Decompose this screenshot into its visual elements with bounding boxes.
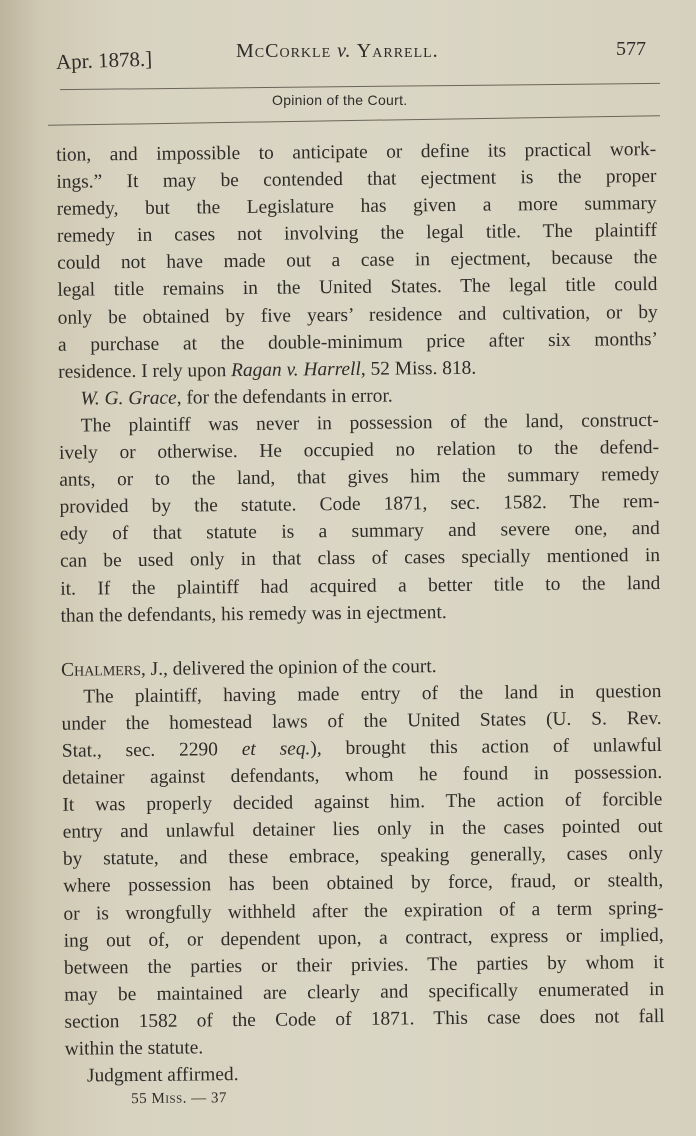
text-line: a purchase at the double-minimum price after six months’	[57, 328, 659, 356]
section-heading: Opinion of the Court.	[272, 92, 408, 108]
judgment-line: Judgment affirmed.	[86, 1064, 239, 1087]
running-head	[0, 36, 696, 72]
text-line: legal title remains in the United States. The legal title could	[57, 274, 658, 302]
case-citation: Ragan v. Harrell	[230, 358, 361, 381]
text-line: by statute, and these embrace, speaking generally, cases only	[62, 843, 663, 871]
volume-number: 55	[131, 1091, 148, 1108]
text-line: where possession has been obtained by force, fraud, or stealth,	[63, 870, 664, 898]
text-line: could not have made out a case in ejectment, because the	[57, 247, 658, 275]
text-line: entry and unlawful detainer lies only in the cases pointed out	[62, 816, 663, 843]
text-line: within the statute.	[64, 1037, 204, 1060]
signature-number: — 37	[191, 1090, 228, 1107]
text-line: tion, and impossible to anticipate or define its practical work-	[56, 138, 657, 166]
page-number: 577	[616, 38, 646, 60]
case-name-part2: Yarrell.	[356, 40, 439, 62]
opinion-intro-text: , delivered the opinion of the court.	[162, 655, 437, 680]
text-line: between the parties or their privies. The parties by whom it	[63, 951, 665, 979]
defense-block	[59, 407, 661, 629]
case-name-part1: McCorkle	[236, 40, 332, 62]
text-line: only be obtained by five years’ residence and cultivation, or by	[57, 301, 658, 329]
text-line: ing out of, or dependent upon, a contract, express or implied,	[63, 924, 664, 952]
date-header: Apr. 1878.]	[55, 46, 153, 74]
text-line: provided by the statute. Code 1871, sec. 1582. The rem-	[59, 491, 660, 518]
judge-name: Chalmers, J.	[60, 658, 164, 681]
text-line: ants, or to the land, that gives him the summary remedy	[59, 464, 660, 491]
reporter-abbrev: Miss.	[151, 1090, 188, 1108]
opinion-block	[61, 651, 665, 1090]
text-line: It was properly decided against him. The action of forcible	[62, 789, 663, 816]
text-line: may be maintained are clearly and specifically enumerated in	[64, 978, 665, 1006]
text-line: ively or otherwise. He occupied no relation to the defend-	[58, 437, 660, 464]
text-line: it. If the plaintiff had acquired a better title to the land	[60, 572, 661, 600]
header-rule-top	[60, 83, 660, 90]
text-line: remedy in cases not involving the legal title. The plaintiff	[56, 220, 658, 248]
statute-cite-after: ), brought this action of unlawful	[310, 734, 662, 760]
statute-cite-italic: et seq.	[241, 738, 311, 760]
text-line: or is wrongfully withheld after the expiration of a term spring-	[63, 897, 664, 925]
statute-cite-before: Stat., sec. 2290	[61, 738, 242, 762]
text-line: section 1582 of the Code of 1871. This case does not fall	[64, 1005, 665, 1033]
case-name-versus: v.	[337, 40, 352, 62]
body-text	[56, 136, 665, 1110]
text-line: detainer against defendants, whom he found in possession.	[62, 762, 663, 789]
argument-block	[56, 136, 658, 386]
case-title	[236, 40, 439, 63]
text-line: The plaintiff was never in possession of the land, construct-	[80, 409, 659, 437]
counsel-role: , for the defendants in error.	[176, 385, 393, 409]
text-line: remedy, but the Legislature has given a more summary	[56, 193, 657, 220]
text-line: can be used only in that class of cases specially mentioned in	[59, 545, 661, 573]
text-line: edy of that statute is a summary and severe one, and	[59, 518, 660, 546]
argument-last-after: , 52 Miss. 818.	[360, 357, 477, 380]
text-line: ings.” It may be contended that ejectment is the proper	[56, 166, 657, 193]
header-rule-bottom	[48, 115, 660, 126]
text-line: than the defendants, his remedy was in ejectment.	[60, 601, 447, 627]
counsel-name: W. G. Grace	[80, 387, 177, 410]
text-line: The plaintiff, having made entry of the land in question	[83, 680, 662, 708]
argument-last-before: residence. I rely upon	[58, 359, 232, 383]
text-line: under the homestead laws of the United States (U. S. Rev.	[61, 707, 662, 735]
